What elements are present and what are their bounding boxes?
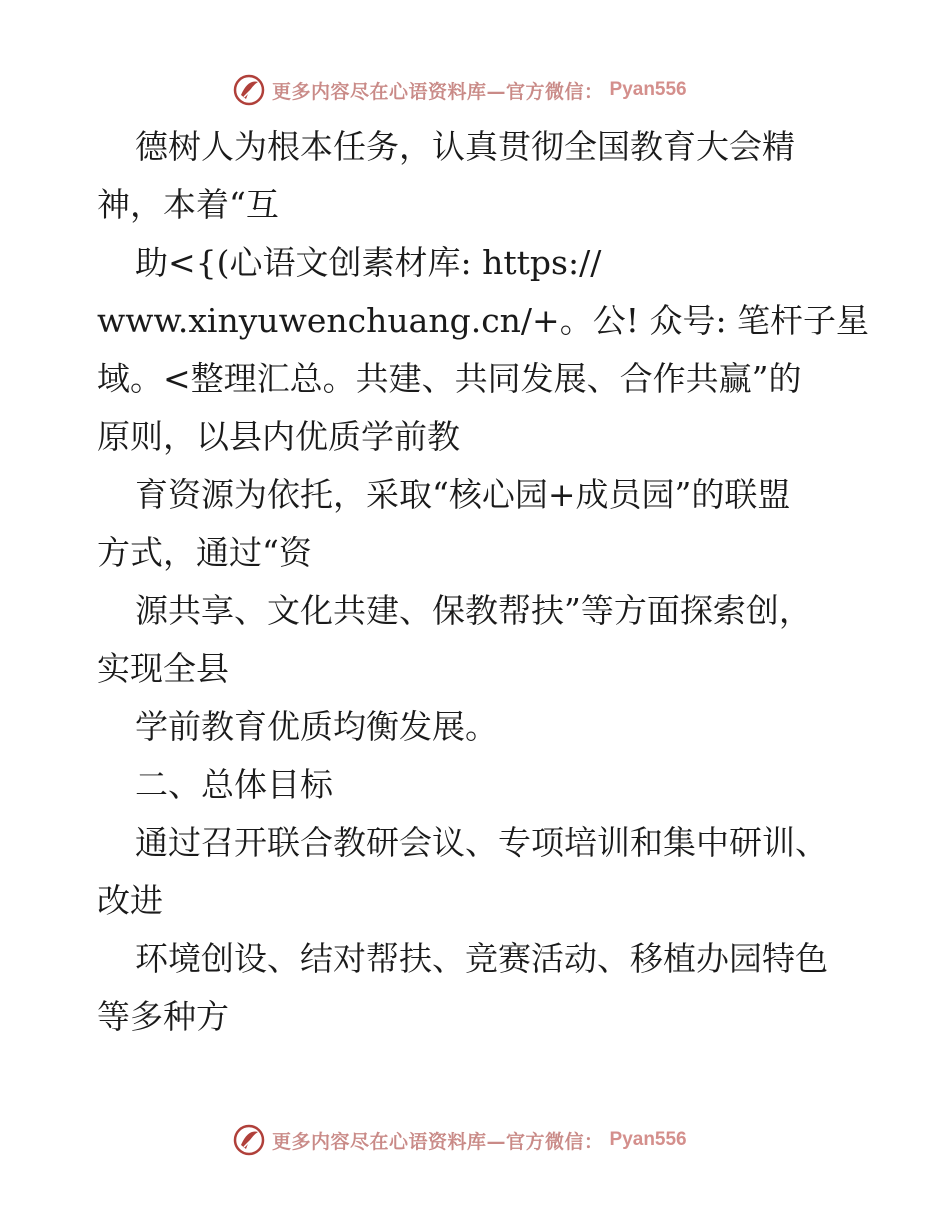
text-line: 通过召开联合教研会议、专项培训和集中研训、 <box>135 823 828 862</box>
header-watermark-banner <box>232 72 687 108</box>
brush-stroke-logo-icon <box>232 73 266 107</box>
document-body <box>97 118 870 1046</box>
brush-stroke-logo-icon <box>232 1123 266 1157</box>
banner-text: 更多内容尽在心语资料库—官方微信： <box>272 1130 604 1153</box>
text-line: 原则，以县内优质学前教 <box>97 417 460 456</box>
text-line: 环境创设、结对帮扶、竞赛活动、移植办园特色 <box>135 939 828 978</box>
text-line: 育资源为依托，采取“核心园+成员园”的联盟 <box>135 475 791 514</box>
footer-watermark-banner <box>232 1122 687 1158</box>
text-line: 德树人为根本任务，认真贯彻全国教育大会精 <box>135 127 795 166</box>
text-line: 助<{(心语文创素材库: https:// <box>135 243 602 282</box>
text-line: 神，本着“互 <box>97 185 279 224</box>
section-heading: 二、总体目标 <box>135 765 333 804</box>
text-line: 域。<整理汇总。共建、共同发展、合作共赢”的 <box>97 359 802 398</box>
banner-wechat-id: Pyan556 <box>609 79 687 100</box>
text-line: 改进 <box>97 881 163 920</box>
text-line: 实现全县 <box>97 649 229 688</box>
text-line: 方式，通过“资 <box>97 533 312 572</box>
text-line: 源共享、文化共建、保教帮扶”等方面探索创， <box>135 591 812 630</box>
text-line: 学前教育优质均衡发展。 <box>135 707 498 746</box>
banner-wechat-id: Pyan556 <box>609 1129 687 1150</box>
text-line: www.xinyuwenchuang.cn/+。公! 众号: 笔杆子星 <box>97 301 870 340</box>
text-line: 等多种方 <box>97 997 229 1036</box>
banner-text: 更多内容尽在心语资料库—官方微信： <box>272 80 604 103</box>
